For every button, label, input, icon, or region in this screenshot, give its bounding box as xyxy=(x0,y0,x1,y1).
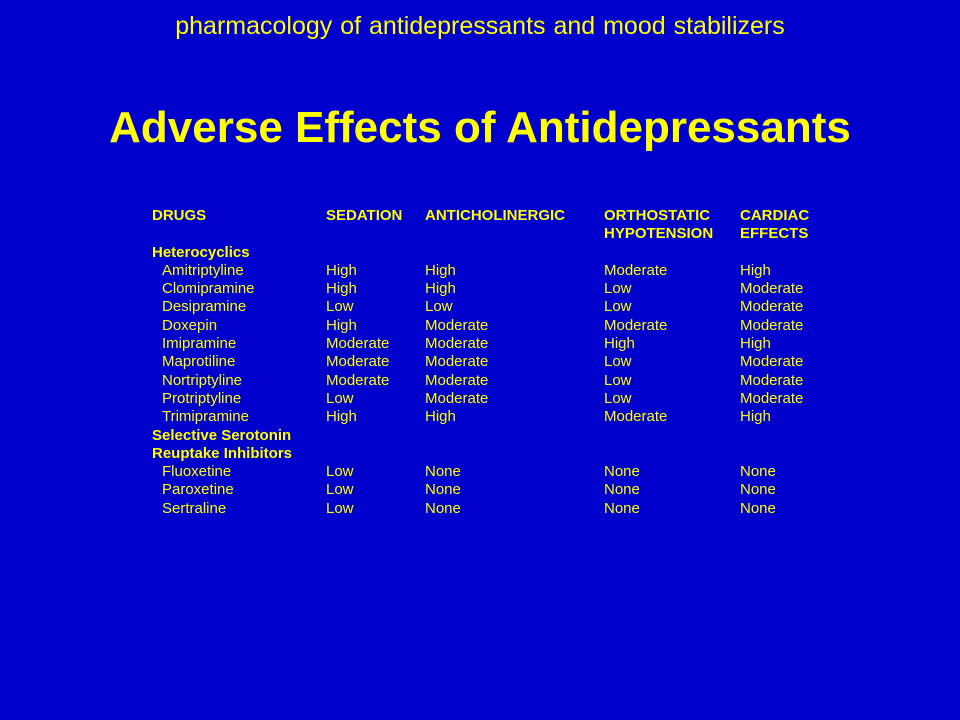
sedation-cell: Low xyxy=(326,481,354,499)
table-row xyxy=(152,408,830,426)
orthostatic-hypotension-cell: Moderate xyxy=(604,316,668,334)
sedation-cell: High xyxy=(326,408,357,426)
header-cell-line2: HYPOTENSION xyxy=(604,225,714,243)
orthostatic-hypotension-cell: Low xyxy=(604,389,632,407)
table-row xyxy=(152,335,830,353)
drug-name-cell: Imipramine xyxy=(162,335,237,353)
header-cell-line1: DRUGS xyxy=(152,207,207,224)
drug-name-cell: Sertraline xyxy=(162,499,227,517)
adverse-effects-table-wrap xyxy=(152,207,830,518)
orthostatic-hypotension-cell: High xyxy=(604,335,635,353)
cardiac-effects-cell: Moderate xyxy=(740,389,804,407)
anticholinergic-cell: Low xyxy=(425,298,453,316)
orthostatic-hypotension-cell: Low xyxy=(604,371,632,389)
table-row xyxy=(152,500,830,518)
sedation-cell: Moderate xyxy=(326,335,390,353)
sedation-cell: Moderate xyxy=(326,353,390,371)
anticholinergic-cell: Moderate xyxy=(425,371,489,389)
anticholinergic-cell: None xyxy=(425,463,461,481)
slide-title: Adverse Effects of Antidepressants xyxy=(109,103,851,152)
sedation-cell: Moderate xyxy=(326,371,390,389)
group-label-row xyxy=(152,427,830,445)
anticholinergic-cell: High xyxy=(425,408,456,426)
group-label-row xyxy=(152,244,830,262)
table-row xyxy=(152,463,830,481)
cardiac-effects-cell: None xyxy=(740,499,776,517)
cardiac-effects-cell: None xyxy=(740,481,776,499)
header-cell-line1: ORTHOSTATIC xyxy=(604,207,711,224)
group-label: Selective Serotonin xyxy=(152,426,292,444)
cardiac-effects-cell: Moderate xyxy=(740,353,804,371)
adverse-effects-table xyxy=(152,207,830,518)
cardiac-effects-cell: None xyxy=(740,463,776,481)
drug-name-cell: Maprotiline xyxy=(162,353,236,371)
table-row xyxy=(152,372,830,390)
header-cell-sedation xyxy=(326,207,425,244)
table-row xyxy=(152,280,830,298)
header-cell-cardiac-effects xyxy=(740,207,830,244)
orthostatic-hypotension-cell: Moderate xyxy=(604,408,668,426)
header-cell-line2: EFFECTS xyxy=(740,225,809,243)
cardiac-effects-cell: High xyxy=(740,335,771,353)
cardiac-effects-cell: High xyxy=(740,261,771,279)
sedation-cell: Low xyxy=(326,499,354,517)
orthostatic-hypotension-cell: Moderate xyxy=(604,261,668,279)
cardiac-effects-cell: Moderate xyxy=(740,298,804,316)
group-label: Reuptake Inhibitors xyxy=(152,444,293,462)
header-cell-drugs xyxy=(152,207,326,244)
table-row xyxy=(152,317,830,335)
drug-name-cell: Clomipramine xyxy=(162,280,255,298)
sedation-cell: High xyxy=(326,316,357,334)
anticholinergic-cell: High xyxy=(425,261,456,279)
drug-name-cell: Trimipramine xyxy=(162,408,249,426)
table-row xyxy=(152,353,830,371)
header-cell-line1: CARDIAC xyxy=(740,207,810,224)
anticholinergic-cell: Moderate xyxy=(425,353,489,371)
slide-subtitle: pharmacology of antidepressants and mood stabilizers xyxy=(175,12,785,40)
drug-name-cell: Desipramine xyxy=(162,298,247,316)
cardiac-effects-cell: Moderate xyxy=(740,316,804,334)
orthostatic-hypotension-cell: None xyxy=(604,481,640,499)
table-header-row xyxy=(152,207,830,244)
drug-name-cell: Amitriptyline xyxy=(162,261,244,279)
cardiac-effects-cell: High xyxy=(740,408,771,426)
cardiac-effects-cell: Moderate xyxy=(740,371,804,389)
anticholinergic-cell: Moderate xyxy=(425,335,489,353)
orthostatic-hypotension-cell: Low xyxy=(604,280,632,298)
header-cell-anticholinergic xyxy=(425,207,604,244)
sedation-cell: High xyxy=(326,280,357,298)
orthostatic-hypotension-cell: Low xyxy=(604,298,632,316)
header-cell-line1: ANTICHOLINERGIC xyxy=(425,207,565,224)
anticholinergic-cell: None xyxy=(425,499,461,517)
table-row xyxy=(152,262,830,280)
orthostatic-hypotension-cell: None xyxy=(604,463,640,481)
sedation-cell: Low xyxy=(326,389,354,407)
drug-name-cell: Protriptyline xyxy=(162,389,242,407)
orthostatic-hypotension-cell: None xyxy=(604,499,640,517)
drug-name-cell: Paroxetine xyxy=(162,481,234,499)
group-label: Heterocyclics xyxy=(152,243,250,261)
orthostatic-hypotension-cell: Low xyxy=(604,353,632,371)
anticholinergic-cell: Moderate xyxy=(425,389,489,407)
anticholinergic-cell: None xyxy=(425,481,461,499)
anticholinergic-cell: Moderate xyxy=(425,316,489,334)
group-label-row xyxy=(152,445,830,463)
header-cell-line1: SEDATION xyxy=(326,207,403,224)
cardiac-effects-cell: Moderate xyxy=(740,280,804,298)
header-cell-orthostatic-hypotension xyxy=(604,207,740,244)
table-row xyxy=(152,481,830,499)
table-body xyxy=(152,244,830,518)
sedation-cell: Low xyxy=(326,463,354,481)
sedation-cell: High xyxy=(326,261,357,279)
table-row xyxy=(152,390,830,408)
table-row xyxy=(152,298,830,316)
anticholinergic-cell: High xyxy=(425,280,456,298)
sedation-cell: Low xyxy=(326,298,354,316)
drug-name-cell: Doxepin xyxy=(162,316,218,334)
drug-name-cell: Nortriptyline xyxy=(162,371,243,389)
drug-name-cell: Fluoxetine xyxy=(162,463,232,481)
